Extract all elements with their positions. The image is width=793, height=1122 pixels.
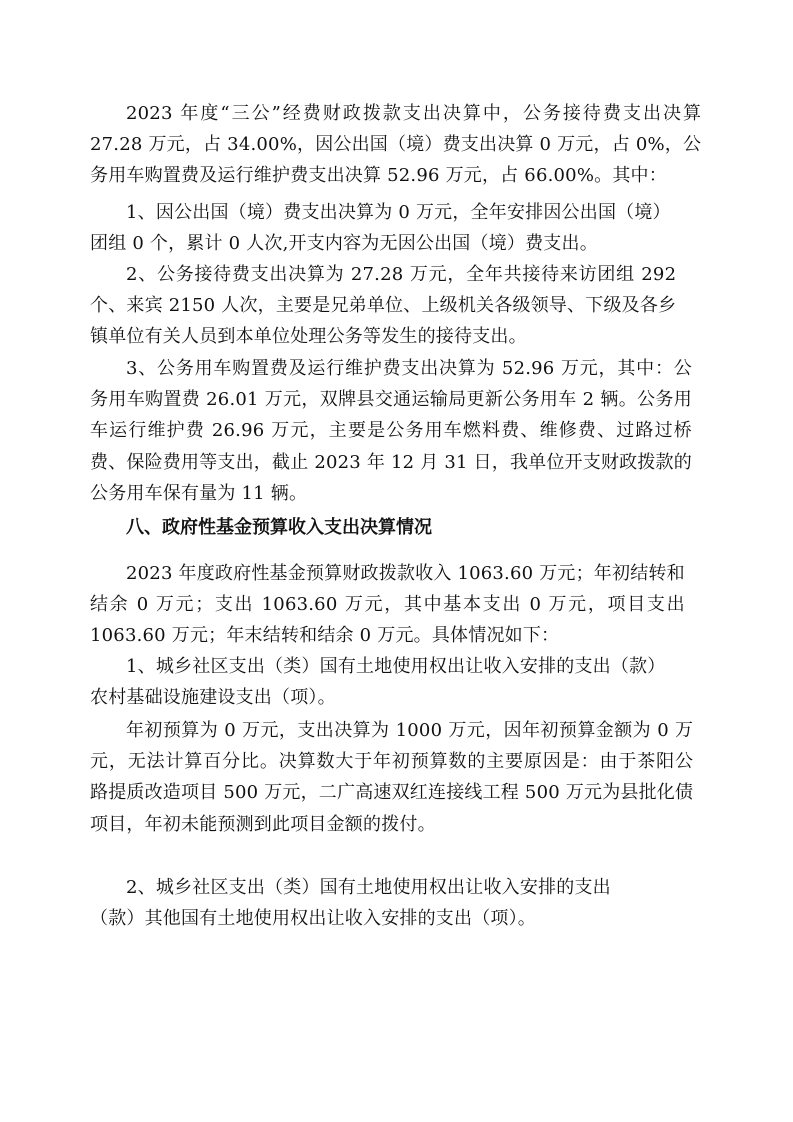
paragraph-official-vehicles (90, 353, 692, 509)
paragraph-other-land-transfer-item (90, 872, 611, 934)
text-line: 务用车购置费及运行维护费支出决算 52.96 万元，占 66.00%。其中： (90, 165, 667, 187)
text-line: 2023 年度政府性基金预算财政拨款收入 1063.60 万元；年初结转和 (126, 563, 685, 584)
text-line: 费、保险费用等支出，截止 2023 年 12 月 31 日，我单位开支财政拨款的 (90, 451, 692, 473)
text-line: 27.28 万元，占 34.00%，因公出国（境）费支出决算 0 万元，占 0%，公 (90, 134, 702, 156)
text-line: 个、来宾 2150 人次，主要是兄弟单位、上级机关各级领导、下级及各乡 (90, 295, 677, 317)
paragraph-rural-infrastructure-item (90, 651, 665, 713)
text-line: 2、城乡社区支出（类）国有土地使用权出让收入安排的支出 (126, 877, 611, 898)
paragraph-official-reception (90, 259, 676, 353)
text-line: 团组 0 个，累计 0 人次,开支内容为无因公出国（境）费支出。 (90, 233, 598, 255)
text-line: （款）其他国有土地使用权出让收入安排的支出（项）。 (90, 908, 536, 930)
text-line: 结余 0 万元；支出 1063.60 万元，其中基本支出 0 万元，项目支出 (90, 594, 685, 616)
text-line: 路提质改造项目 500 万元，二广高速双红连接线工程 500 万元为县批化债 (90, 782, 694, 804)
section-heading: 八、政府性基金预算收入支出决算情况 (126, 517, 432, 538)
text-line: 镇单位有关人员到本单位处理公务等发生的接待支出。 (90, 326, 527, 348)
paragraph-three-public-expenses-summary (90, 98, 701, 192)
text-line: 1、城乡社区支出（类）国有土地使用权出让收入安排的支出（款） (126, 656, 666, 677)
text-line: 2023 年度“三公”经费财政拨款支出决算中，公务接待费支出决算 (126, 103, 702, 124)
text-line: 农村基础设施建设支出（项）。 (90, 687, 336, 709)
text-line: 1063.60 万元；年末结转和结余 0 万元。具体情况如下： (90, 625, 560, 647)
text-line: 1、因公出国（境）费支出决算为 0 万元，全年安排因公出国（境） (126, 202, 671, 223)
paragraph-budget-explanation (90, 715, 693, 840)
text-line: 2、公务接待费支出决算为 27.28 万元，全年共接待来访团组 292 (126, 264, 677, 285)
text-line: 务用车购置费 26.01 万元，双牌县交通运输局更新公务用车 2 辆。公务用 (90, 389, 692, 411)
text-line: 元，无法计算百分比。决算数大于年初预算数的主要原因是：由于茶阳公 (90, 751, 694, 773)
paragraph-government-fund-summary (90, 558, 685, 652)
text-line: 公务用车保有量为 11 辆。 (90, 482, 308, 504)
paragraph-overseas-travel (90, 197, 671, 259)
text-line: 年初预算为 0 万元，支出决算为 1000 万元，因年初预算金额为 0 万 (126, 720, 694, 741)
text-line: 3、公务用车购置费及运行维护费支出决算为 52.96 万元，其中：公 (126, 358, 692, 379)
text-line: 项目，年初未能预测到此项目金额的拨付。 (90, 813, 436, 835)
text-line: 车运行维护费 26.96 万元，主要是公务用车燃料费、维修费、过路过桥 (90, 420, 692, 442)
